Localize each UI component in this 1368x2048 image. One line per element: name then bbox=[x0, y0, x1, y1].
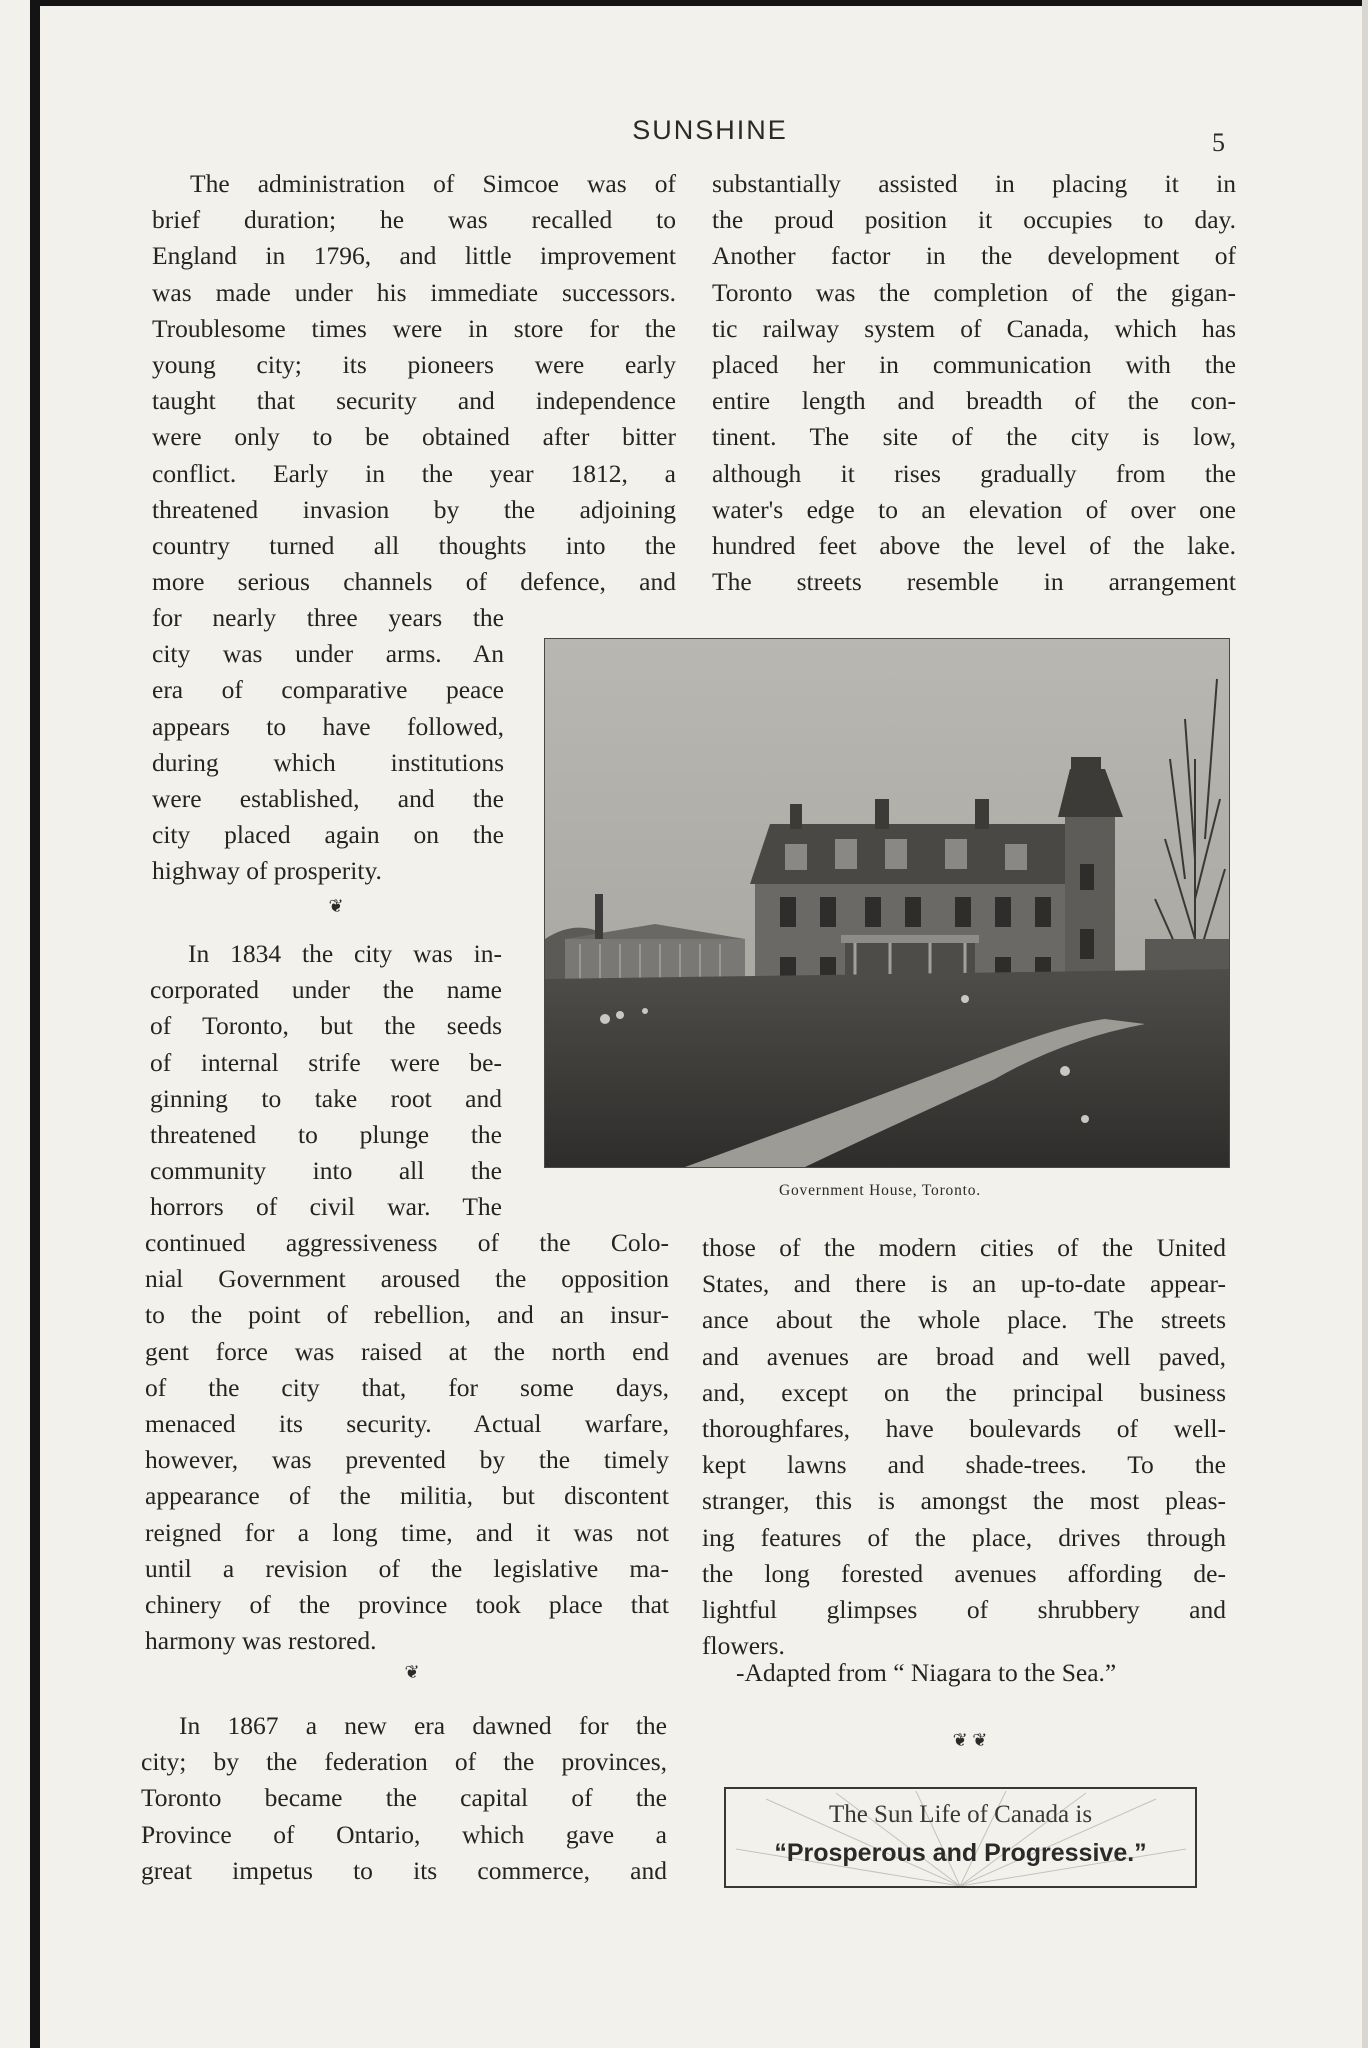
text-line: tinent. The site of the city is low, bbox=[712, 422, 1236, 452]
paragraph-continued bbox=[702, 1230, 1226, 1664]
text-line: and avenues are broad and well paved, bbox=[702, 1341, 1226, 1371]
text-line: tic railway system of Canada, which has bbox=[712, 313, 1236, 343]
left-column-para3 bbox=[141, 1708, 667, 1889]
right-column-top bbox=[712, 166, 1236, 600]
text-line: ing features of the place, drives through bbox=[702, 1522, 1226, 1552]
page-edge-shadow-top bbox=[40, 0, 1368, 6]
paragraph-continued bbox=[712, 166, 1236, 600]
paragraph bbox=[141, 1708, 667, 1744]
text-line: menaced its security. Actual warfare, bbox=[145, 1409, 669, 1439]
photo-illustration bbox=[545, 639, 1229, 1167]
text-line: The streets resemble in arrangement bbox=[712, 567, 1236, 597]
text-line: young city; its pioneers were early bbox=[152, 350, 676, 380]
text-line: of internal strife were be- bbox=[150, 1047, 502, 1077]
text-line: In 1834 the city was in- bbox=[188, 939, 502, 968]
text-line: continued aggressiveness of the Colo- bbox=[145, 1228, 669, 1257]
text-line: country turned all thoughts into the bbox=[152, 531, 676, 561]
text-line: thoroughfares, have boulevards of well- bbox=[702, 1414, 1226, 1444]
text-line: England in 1796, and little improvement bbox=[152, 241, 676, 271]
text-line: lightful glimpses of shrubbery and bbox=[702, 1595, 1226, 1625]
paragraph-continued bbox=[152, 202, 676, 600]
text-line: Another factor in the development of bbox=[712, 241, 1236, 271]
text-line: taught that security and independence bbox=[152, 386, 676, 416]
left-column-para1-narrow bbox=[152, 600, 504, 890]
text-line: ance about the whole place. The streets bbox=[702, 1305, 1226, 1335]
source-attribution: -Adapted from “ Niagara to the Sea.” bbox=[736, 1658, 1117, 1687]
left-column-para2-wide bbox=[145, 1225, 669, 1659]
photo-caption: Government House, Toronto. bbox=[779, 1182, 981, 1199]
text-line: however, was prevented by the timely bbox=[145, 1445, 669, 1475]
page-edge-right bbox=[1362, 0, 1368, 2048]
text-line: Province of Ontario, which gave a bbox=[141, 1819, 667, 1849]
text-line: stranger, this is amongst the most pleas- bbox=[702, 1486, 1226, 1516]
text-line: the proud position it occupies to day. bbox=[712, 205, 1236, 235]
paragraph-continued bbox=[141, 1744, 667, 1889]
text-line: chinery of the province took place that bbox=[145, 1590, 669, 1620]
left-column-para1-wide bbox=[152, 166, 676, 600]
text-line: substantially assisted in placing it in bbox=[712, 169, 1236, 198]
text-line: entire length and breadth of the con- bbox=[712, 386, 1236, 416]
text-line: harmony was restored. bbox=[145, 1626, 377, 1656]
right-column-bottom bbox=[702, 1230, 1226, 1664]
paragraph-continued bbox=[152, 600, 504, 890]
text-line: States, and there is an up-to-date appear- bbox=[702, 1269, 1226, 1299]
text-line: was made under his immediate successors. bbox=[152, 277, 676, 307]
text-line: conflict. Early in the year 1812, a bbox=[152, 458, 676, 488]
text-line: city placed again on the bbox=[152, 820, 504, 850]
text-line: for nearly three years the bbox=[152, 603, 504, 632]
text-line: reigned for a long time, and it was not bbox=[145, 1517, 669, 1547]
text-line: threatened to plunge the bbox=[150, 1120, 502, 1150]
text-line: those of the modern cities of the United bbox=[702, 1233, 1226, 1262]
text-line: city; by the federation of the provinces, bbox=[141, 1747, 667, 1777]
paragraph-continued bbox=[150, 972, 502, 1225]
text-line: kept lawns and shade-trees. To the bbox=[702, 1450, 1226, 1480]
paragraph-continued bbox=[145, 1225, 669, 1659]
text-line: of the city that, for some days, bbox=[145, 1372, 669, 1402]
text-line: were only to be obtained after bitter bbox=[152, 422, 676, 452]
text-line: during which institutions bbox=[152, 747, 504, 777]
text-line: In 1867 a new era dawned for the bbox=[179, 1711, 667, 1740]
text-line: community into all the bbox=[150, 1156, 502, 1186]
text-line: ginning to take root and bbox=[150, 1083, 502, 1113]
text-line: appears to have followed, bbox=[152, 711, 504, 741]
text-line: placed her in communication with the bbox=[712, 350, 1236, 380]
text-line: more serious channels of defence, and bbox=[152, 567, 676, 597]
text-line: flowers. bbox=[702, 1631, 785, 1661]
section-ornament: ❦ bbox=[404, 1662, 420, 1682]
text-line: city was under arms. An bbox=[152, 639, 504, 669]
text-line: and, except on the principal business bbox=[702, 1377, 1226, 1407]
text-line: corporated under the name bbox=[150, 975, 502, 1005]
running-header-title: SUNSHINE bbox=[632, 115, 788, 145]
section-ornament: ❦ bbox=[328, 896, 344, 916]
text-line: water's edge to an elevation of over one bbox=[712, 494, 1236, 524]
text-line: until a revision of the legislative ma- bbox=[145, 1553, 669, 1583]
double-ornament: ❦ ❦ bbox=[952, 1730, 988, 1750]
paragraph bbox=[150, 936, 502, 972]
text-line: appearance of the militia, but discontent bbox=[145, 1481, 669, 1511]
text-line: although it rises gradually from the bbox=[712, 458, 1236, 488]
government-house-photo bbox=[544, 638, 1230, 1168]
text-line: Troublesome times were in store for the bbox=[152, 313, 676, 343]
text-line: to the point of rebellion, and an insur- bbox=[145, 1300, 669, 1330]
paragraph bbox=[152, 166, 676, 202]
left-column-para2-narrow bbox=[150, 936, 502, 1226]
text-line: Toronto became the capital of the bbox=[141, 1783, 667, 1813]
text-line: of Toronto, but the seeds bbox=[150, 1011, 502, 1041]
page-edge-shadow-left bbox=[30, 0, 40, 2048]
ad-slogan: “Prosperous and Progressive.” bbox=[774, 1839, 1147, 1867]
text-line: highway of prosperity. bbox=[152, 856, 382, 886]
text-line: gent force was raised at the north end bbox=[145, 1336, 669, 1366]
ad-text-line1: The Sun Life of Canada is bbox=[828, 1801, 1093, 1828]
text-line: hundred feet above the level of the lake. bbox=[712, 531, 1236, 561]
text-line: the long forested avenues affording de- bbox=[702, 1558, 1226, 1588]
text-line: nial Government aroused the opposition bbox=[145, 1264, 669, 1294]
text-line: great impetus to its commerce, and bbox=[141, 1855, 667, 1885]
text-line: The administration of Simcoe was of bbox=[190, 169, 676, 198]
page-number: 5 bbox=[1212, 128, 1225, 157]
text-line: were established, and the bbox=[152, 784, 504, 814]
text-line: threatened invasion by the adjoining bbox=[152, 494, 676, 524]
text-line: brief duration; he was recalled to bbox=[152, 205, 676, 235]
text-line: era of comparative peace bbox=[152, 675, 504, 705]
text-line: Toronto was the completion of the gigan- bbox=[712, 277, 1236, 307]
sun-life-advertisement bbox=[724, 1787, 1197, 1888]
text-line: horrors of civil war. The bbox=[150, 1192, 502, 1222]
